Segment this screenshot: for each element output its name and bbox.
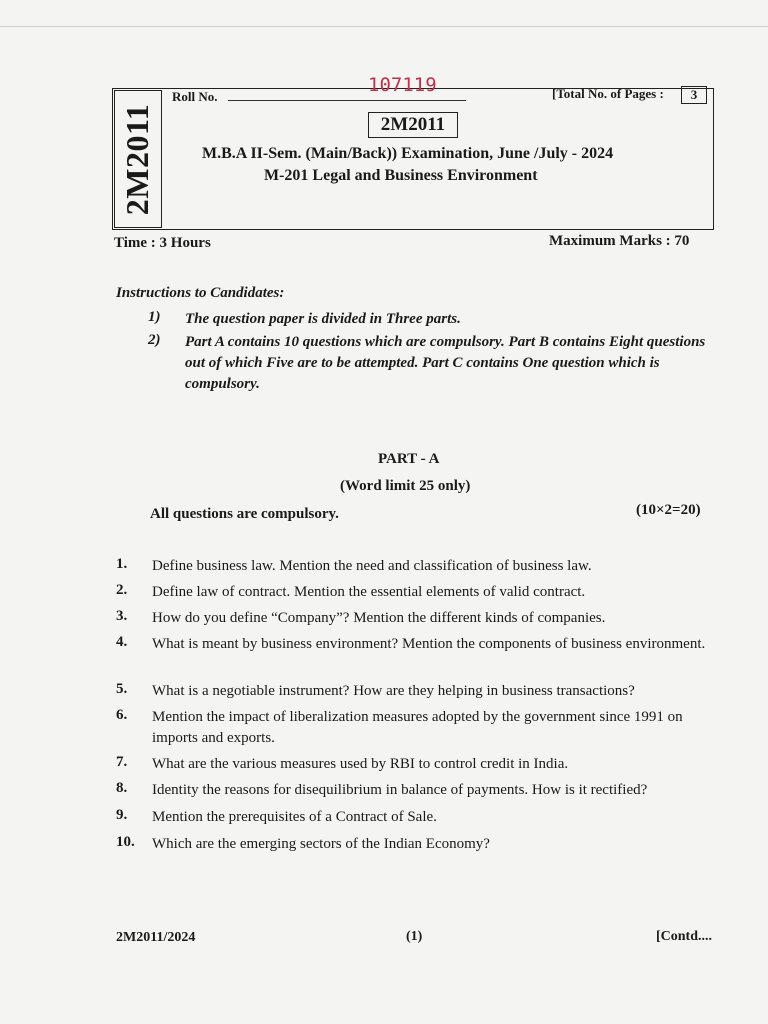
instructions-title: Instructions to Candidates: [116,285,285,301]
roll-number-stamp: 107119 [368,74,437,96]
question-text: Mention the prerequisites of a Contract of Sale. [152,809,437,825]
question-text: What is a negotiable instrument? How are they helping in business transactions? [152,683,635,699]
question-number: 8. [116,780,128,796]
question-text: Mention the impact of liberalization measures adopted by the government since 1991 on imports and exports. [152,709,683,746]
footer-paper-code: 2M2011/2024 [116,930,196,945]
instruction-number: 2) [148,332,161,348]
scan-edge-line [0,26,768,27]
total-pages-value: 3 [681,86,707,104]
question-text: How do you define “Company”? Mention the different kinds of companies. [152,610,606,626]
part-a-marks: (10×2=20) [636,502,701,518]
question-text: What is meant by business environment? Mention the components of business environment. [152,636,706,652]
instruction-text: Part A contains 10 questions which are compulsory. Part B contains Eight questions out of which Five are to be attempted. Part C contains One question which is compulsory. [185,334,706,392]
side-code-text: 2M2011 [119,103,156,215]
question-number: 2. [116,582,128,598]
subject-title: M-201 Legal and Business Environment [264,167,538,184]
question-text: Define business law. Mention the need and classification of business law. [152,558,592,574]
instruction-text: The question paper is divided in Three parts. [185,311,461,327]
footer-page-number: (1) [406,929,423,944]
side-paper-code [114,90,162,228]
question-number: 4. [116,634,128,650]
question-number: 9. [116,807,128,823]
part-a-directive: All questions are compulsory. [150,506,339,522]
time-allowed: Time : 3 Hours [114,235,211,251]
question-text: Which are the emerging sectors of the Indian Economy? [152,836,490,852]
question-text: Define law of contract. Mention the essential elements of valid contract. [152,584,586,600]
word-limit: (Word limit 25 only) [340,478,471,494]
question-number: 10. [116,834,135,850]
question-number: 3. [116,608,128,624]
question-text: Identity the reasons for disequilibrium in balance of payments. How is it rectified? [152,782,648,798]
roll-no-label: Roll No. [172,89,218,104]
total-pages-label: [Total No. of Pages : [552,86,664,101]
question-number: 7. [116,754,128,770]
question-text: What are the various measures used by RBI to control credit in India. [152,756,569,772]
question-number: 6. [116,707,128,723]
instruction-number: 1) [148,309,161,325]
paper-code: 2M2011 [368,112,458,138]
question-number: 1. [116,556,128,572]
part-a-title: PART - A [378,451,440,467]
question-number: 5. [116,681,128,697]
maximum-marks: Maximum Marks : 70 [549,233,690,249]
roll-no-line [228,100,466,101]
footer-continued: [Contd.... [656,929,713,944]
exam-title: M.B.A II-Sem. (Main/Back)) Examination, June /July - 2024 [202,145,614,162]
